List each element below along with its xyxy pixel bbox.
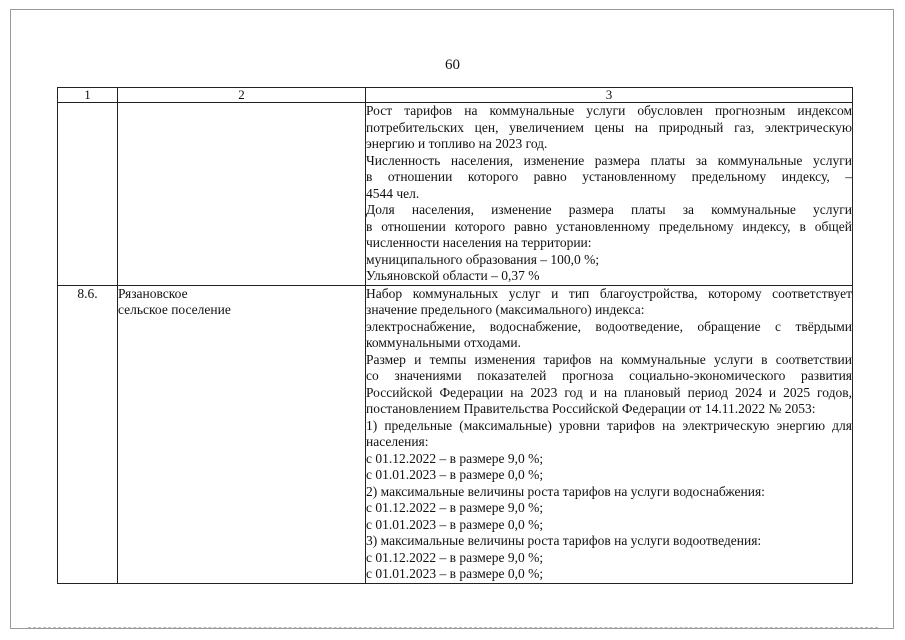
settlement-name-line: сельское поселение: [118, 302, 231, 317]
text-line: с 01.12.2022 – в размере 9,0 %;: [366, 549, 544, 565]
text-line: с 01.01.2023 – в размере 0,0 %;: [366, 566, 544, 581]
text-line: с 01.01.2023 – в размере 0,0 %;: [366, 516, 544, 532]
text-line: 1) предельные (максимальные) уровни тарифов на электрическую энергию для: [366, 417, 852, 433]
text-line: с 01.12.2022 – в размере 9,0 %;: [366, 450, 544, 466]
text-line: в отношении которого равно установленному предельному индексу, в общей: [366, 218, 852, 234]
table-row: [58, 285, 853, 583]
text-line: потребительских цен, увеличением цены на природный газ, электрическую: [366, 119, 852, 135]
text-line: населения:: [366, 434, 429, 449]
text-line: значение предельного (максимального) индекса:: [366, 302, 645, 317]
row-number-cell: 8.6.: [58, 285, 118, 583]
text-line: в отношении которого равно установленному предельному индексу, –: [366, 169, 852, 184]
text-line: энергию и топливо на 2023 год.: [366, 136, 548, 151]
column-header-3: 3: [366, 88, 853, 103]
text-line: постановлением Правительства Российской Федерации от 14.11.2022 № 2053:: [366, 401, 816, 416]
text-line: 4544 чел.: [366, 185, 420, 201]
settlement-name-line: Рязановское: [118, 285, 188, 301]
text-line: Ульяновской области – 0,37 %: [366, 268, 540, 283]
text-line: с 01.01.2023 – в размере 0,0 %;: [366, 467, 544, 482]
description-cell: [366, 285, 853, 583]
text-line: со значениями показателей прогноза социально-экономического развития: [366, 368, 852, 383]
text-line: Рост тарифов на коммунальные услуги обусловлен прогнозным индексом: [366, 103, 852, 118]
text-line: коммунальными отходами.: [366, 335, 521, 350]
text-line: электроснабжение, водоснабжение, водоотведение, обращение с твёрдыми: [366, 318, 852, 334]
text-line: 3) максимальные величины роста тарифов на услуги водоотведения:: [366, 533, 762, 548]
description-cell: [366, 103, 853, 286]
table-row: [58, 103, 853, 286]
settlement-name-cell: [118, 285, 366, 583]
row-number-cell: [58, 103, 118, 286]
text-line: Набор коммунальных услуг и тип благоустройства, которому соответствует: [366, 285, 852, 301]
text-line: Размер и темпы изменения тарифов на коммунальные услуги в соответствии: [366, 351, 852, 367]
scan-edge-noise: [28, 627, 878, 630]
column-header-1: 1: [58, 88, 118, 103]
text-line: муниципального образования – 100,0 %;: [366, 251, 600, 267]
text-line: Доля населения, изменение размера платы за коммунальные услуги: [366, 202, 852, 217]
text-line: Российской Федерации на 2023 год и на плановый период 2024 и 2025 годов,: [366, 384, 852, 400]
column-header-2: 2: [118, 88, 366, 103]
text-line: 2) максимальные величины роста тарифов на услуги водоснабжения:: [366, 483, 765, 499]
text-line: численности населения на территории:: [366, 235, 592, 250]
settlement-name-cell: [118, 103, 366, 286]
document-table: [57, 87, 853, 584]
table-header-row: [58, 88, 853, 103]
page-number: 60: [445, 57, 460, 73]
text-line: с 01.12.2022 – в размере 9,0 %;: [366, 500, 544, 515]
text-line: Численность населения, изменение размера платы за коммунальные услуги: [366, 152, 852, 168]
